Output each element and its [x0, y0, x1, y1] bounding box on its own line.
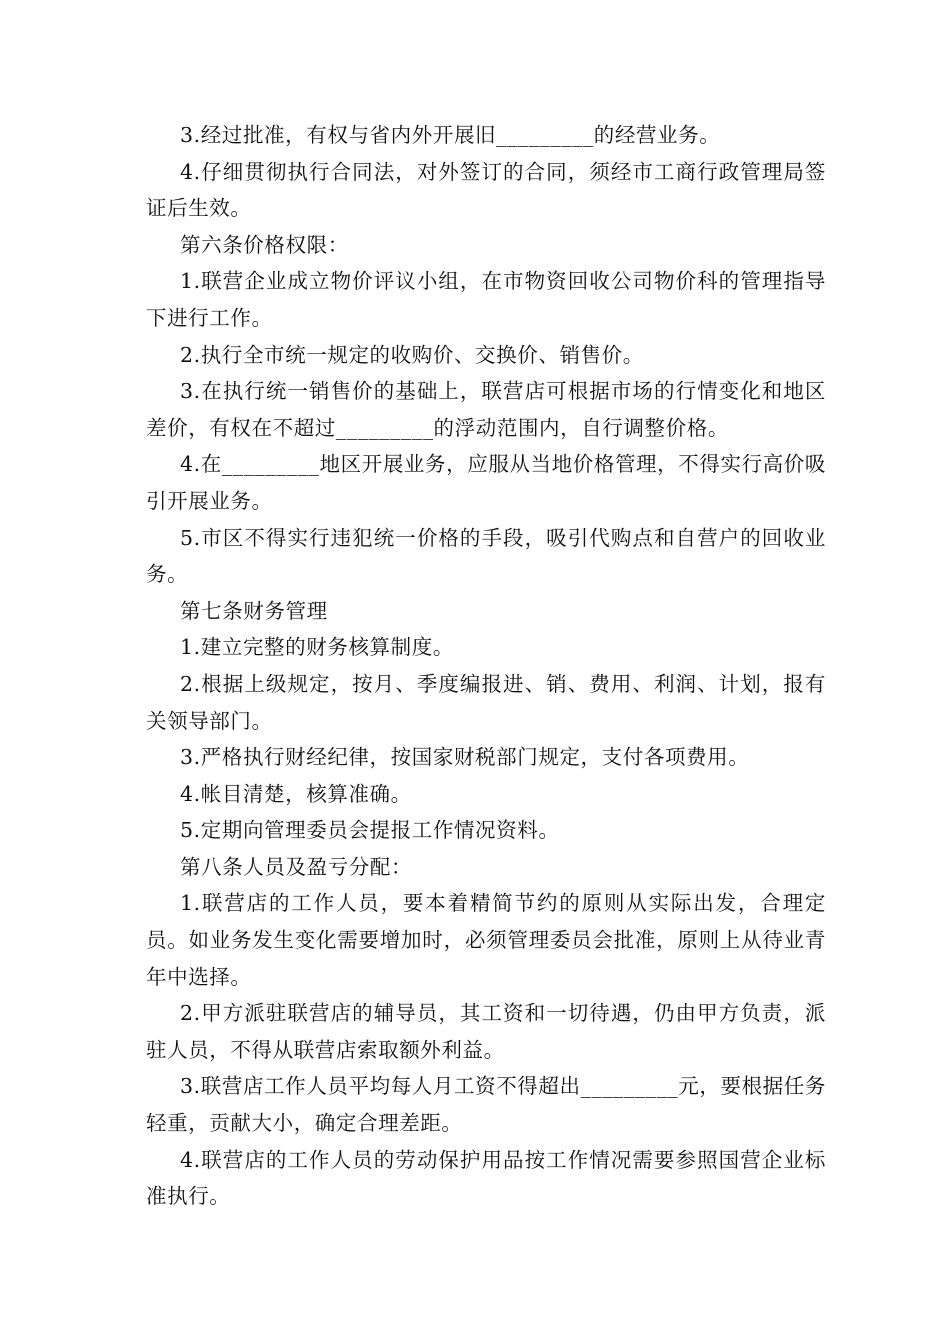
clause-7-item-2: 2.根据上级规定，按月、季度编报进、销、费用、利润、计划，报有关领导部门。: [146, 671, 826, 733]
clause-6-item-1: 1.联营企业成立物价评议小组，在市物资回收公司物价科的管理指导下进行工作。: [146, 269, 826, 330]
clause-5-item-3: 3.经过批准，有权与省内外开展旧_________的经营业务。: [180, 123, 721, 147]
clause-8-item-3: 3.联营店工作人员平均每人月工资不得超出_________元，要根据任务轻重，贡献大小，确定合理差距。: [146, 1074, 826, 1136]
clause-8-item-1: 1.联营店的工作人员，要本着精简节约的原则从实际出发，合理定员。如业务发生变化需要增加时，必须管理委员会批准，原则上从待业青年中选择。: [146, 891, 826, 989]
clause-6-item-5: 5.市区不得实行违犯统一价格的手段，吸引代购点和自营户的回收业务。: [146, 525, 826, 587]
clause-6-item-4: 4.在_________地区开展业务，应服从当地价格管理，不得实行高价吸引开展业务。: [146, 452, 826, 513]
clause-7-heading: 第七条财务管理: [180, 598, 328, 623]
clause-7-item-1: 1.建立完整的财务核算制度。: [180, 635, 454, 660]
clause-8-item-2: 2.甲方派驻联营店的辅导员，其工资和一切待遇，仍由甲方负责，派驻人员，不得从联营店索取额外利益。: [146, 1001, 826, 1062]
clause-6-item-3: 3.在执行统一销售价的基础上，联营店可根据市场的行情变化和地区差价，有权在不超过_________的浮动范围内，自行调整价格。: [146, 379, 826, 440]
clause-8-item-4: 4.联营店的工作人员的劳动保护用品按工作情况需要参照国营企业标准执行。: [146, 1147, 826, 1209]
clause-6-heading: 第六条价格权限：: [180, 232, 349, 257]
clause-6-item-2: 2.执行全市统一规定的收购价、交换价、销售价。: [180, 342, 644, 367]
clause-5-item-4: 4.仔细贯彻执行合同法，对外签订的合同，须经市工商行政管理局签证后生效。: [146, 159, 826, 221]
clause-7-item-4: 4.帐目清楚，核算准确。: [180, 781, 412, 806]
clause-7-item-5: 5.定期向管理委员会提报工作情况资料。: [180, 818, 560, 843]
clause-7-item-3: 3.严格执行财经纪律，按国家财税部门规定，支付各项费用。: [180, 745, 750, 770]
clause-8-heading: 第八条人员及盈亏分配：: [180, 854, 413, 879]
document-body: [146, 117, 826, 1215]
